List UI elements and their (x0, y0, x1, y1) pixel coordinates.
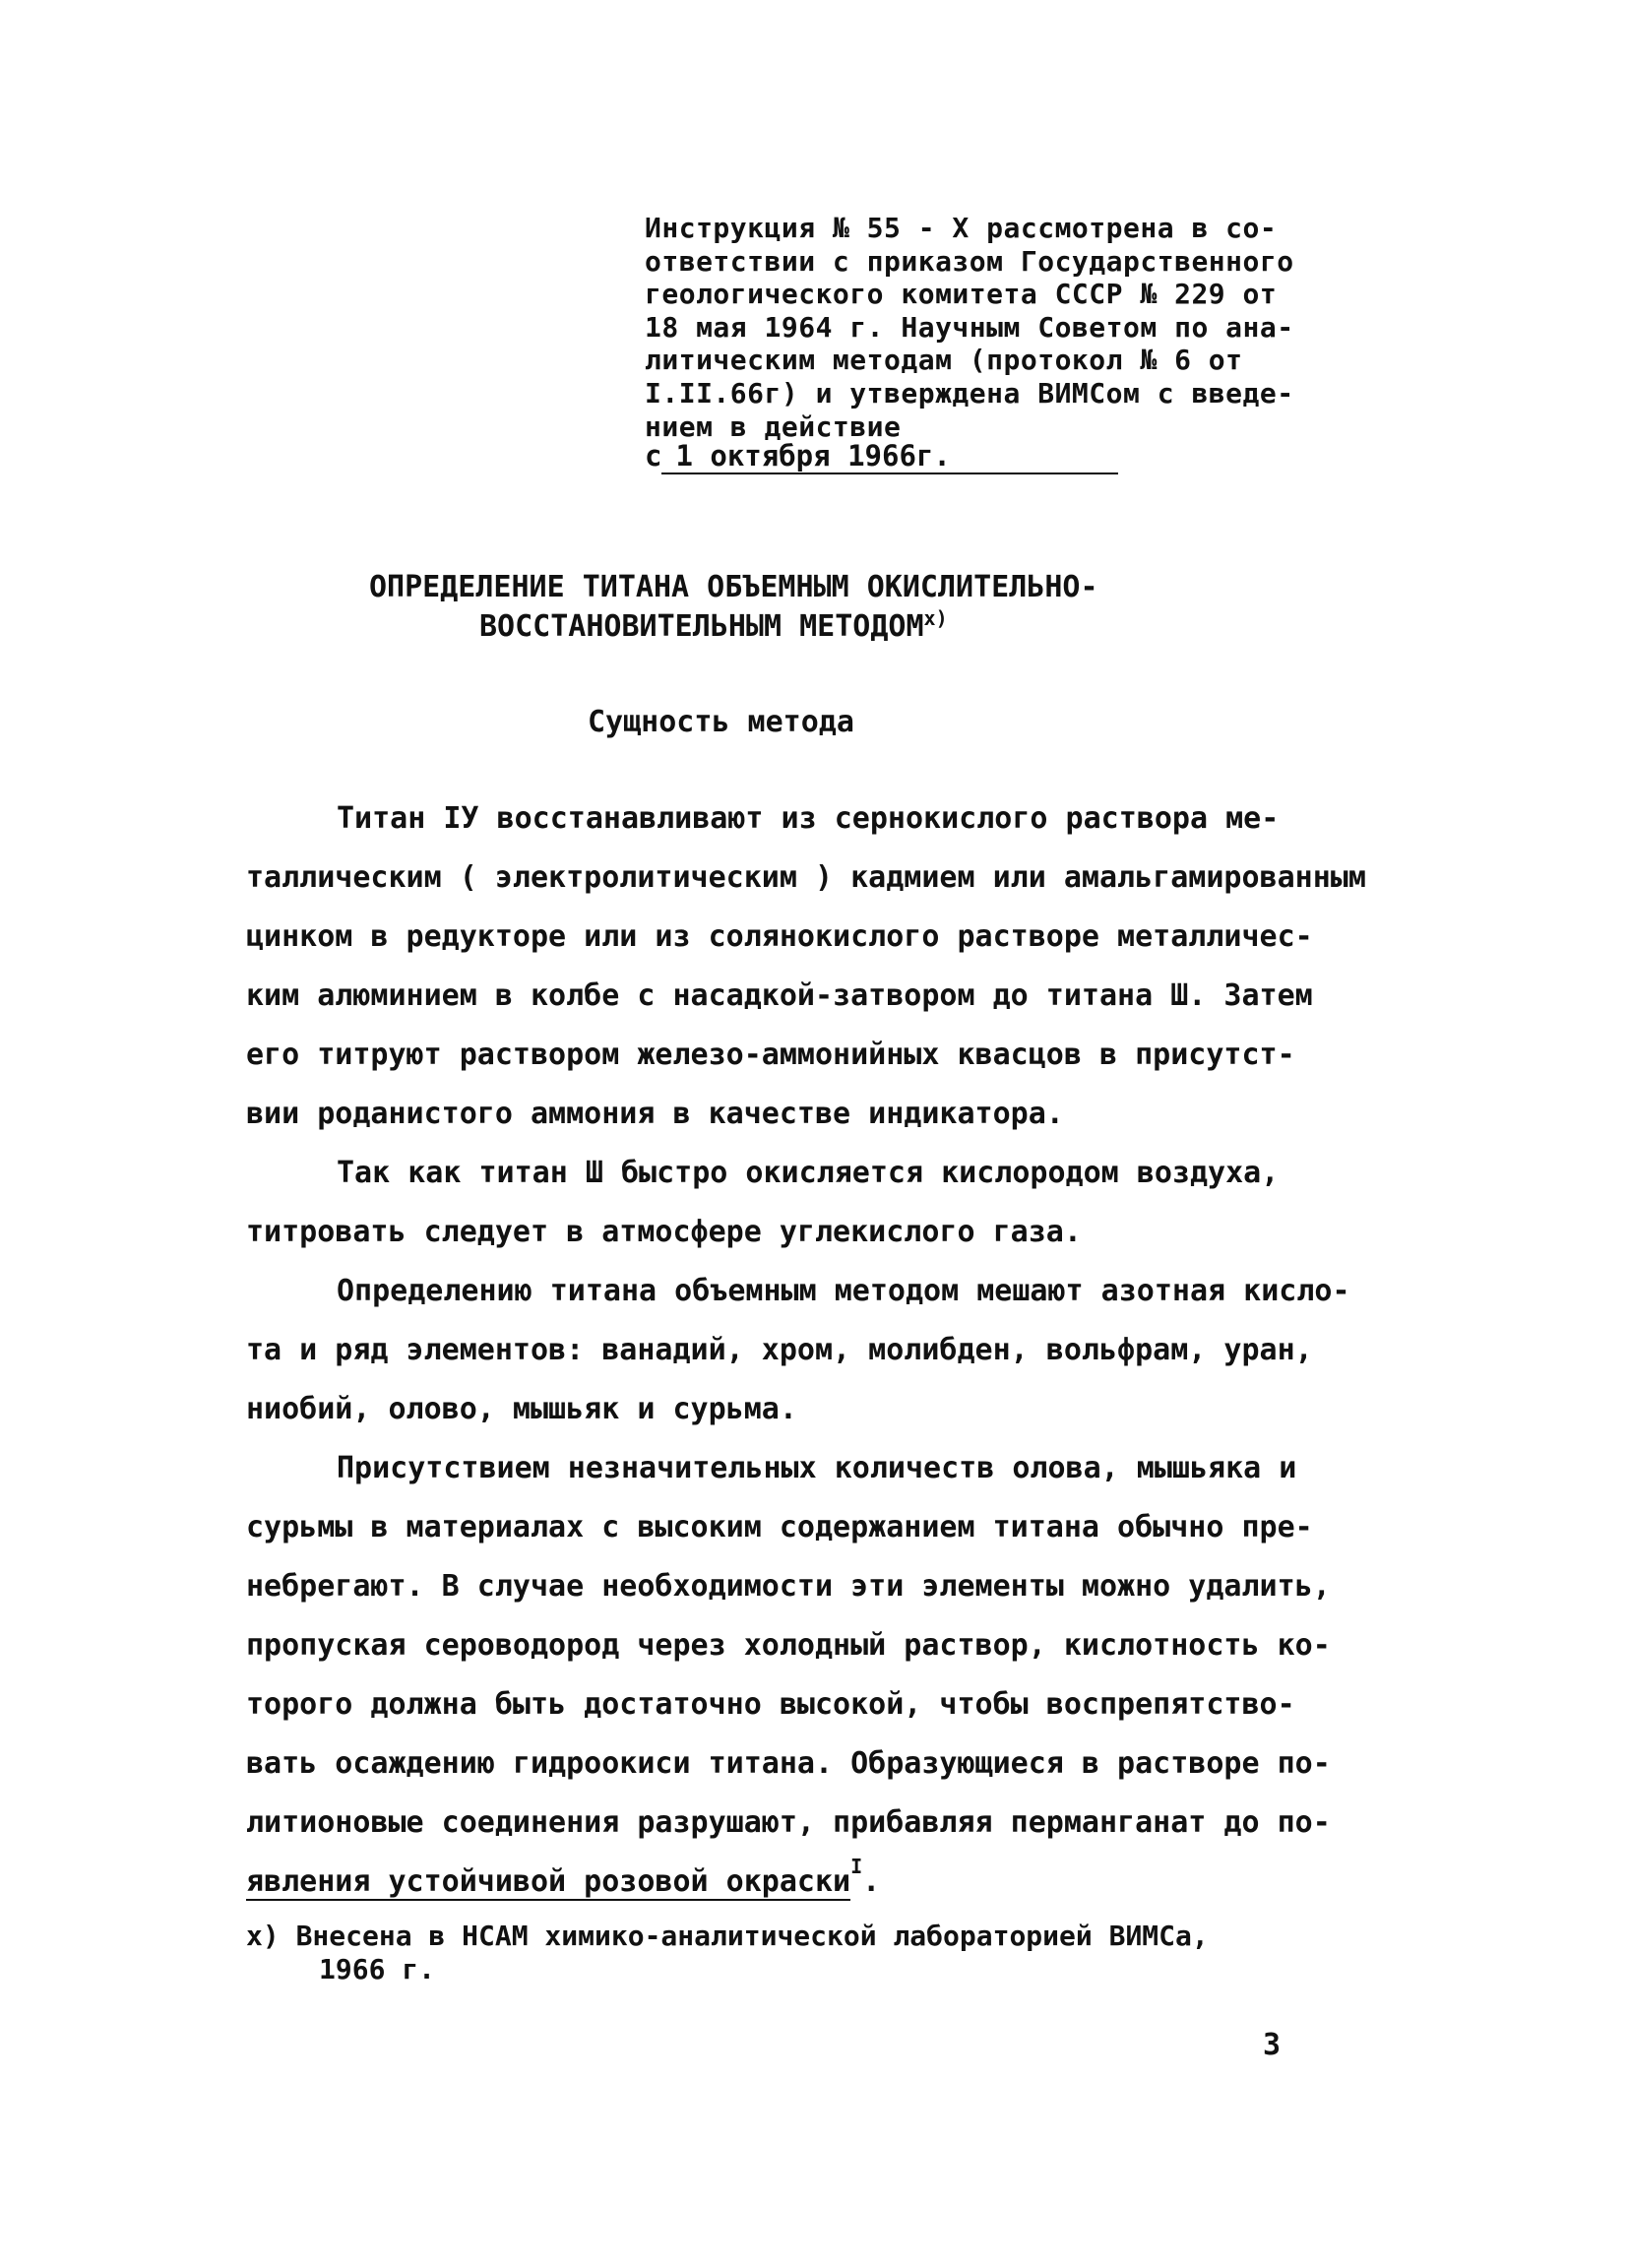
paragraph-4-line: литионовые соединения разрушают, прибавляя перманганат до по- (246, 1805, 1331, 1840)
approval-line-6: I.II.66г) и утверждена ВИМСом с введе- (645, 376, 1294, 410)
footnote-line-1: х) Внесена в НСАМ химико-аналитической лабораторией ВИМСа, (246, 1920, 1209, 1952)
paragraph-1-line: вии роданистого аммония в качестве индикатора. (246, 1097, 1064, 1131)
approval-line-4: 18 мая 1964 г. Научным Советом по ана- (645, 310, 1294, 344)
paragraph-4-line: вать осаждению гидроокиси титана. Образующиеся в растворе по- (246, 1746, 1331, 1781)
paragraph-4-last-line (246, 1853, 1388, 1912)
paragraph-4-end: . (862, 1864, 881, 1899)
paragraph-1-line: таллическим ( электролитическим ) кадмием или амальгамированным (246, 860, 1366, 895)
approval-note (645, 212, 1353, 443)
paragraph-4-line: пропуская сероводород через холодный раствор, кислотность ко- (246, 1628, 1331, 1663)
approval-line-2: ответствии с приказом Государственного (645, 244, 1294, 278)
section-title: Сущность метода (588, 705, 854, 739)
paragraph-1-line: цинком в редукторе или из солянокислого растворе металличес- (246, 919, 1313, 954)
paragraph-3-line: ниобий, олово, мышьяк и сурьма. (246, 1392, 797, 1426)
paragraph-2-line: титровать следует в атмосфере углекислого газа. (246, 1215, 1082, 1249)
title-line-2: ВОССТАНОВИТЕЛЬНЫМ МЕТОДОМ (479, 608, 924, 644)
paragraph-1-line: его титруют раствором железо-аммонийных квасцов в присутст- (246, 1038, 1295, 1072)
paragraph-4-last-text: явления устойчивой розовой окраски (246, 1864, 851, 1899)
paragraph-4-line: торого должна быть достаточно высокой, чтобы воспрепятство- (246, 1687, 1295, 1722)
approval-line-7: нием в действие (645, 410, 902, 443)
document-title (369, 569, 1255, 645)
paragraph-2-line: Так как титан Ш быстро окисляется кислородом воздуха, (337, 1156, 1280, 1190)
footnote-line-2: 1966 г. (319, 1953, 436, 1985)
effective-date (645, 439, 1118, 474)
title-line-2-wrap (369, 606, 1255, 646)
title-line-1: ОПРЕДЕЛЕНИЕ ТИТАНА ОБЪЕМНЫМ ОКИСЛИТЕЛЬНО- (369, 570, 1098, 604)
paragraph-3-line: та и ряд элементов: ванадий, хром, молибден, вольфрам, уран, (246, 1333, 1313, 1367)
paragraph-1-line: Титан IУ восстанавливают из сернокислого раствора ме- (337, 801, 1280, 836)
paragraph-1-line: ким алюминием в колбе с насадкой-затвором до титана Ш. Затем (246, 978, 1313, 1013)
effective-date-prefix: с (645, 439, 662, 472)
title-footnote-mark: х) (923, 605, 948, 630)
body-text (246, 789, 1388, 1912)
approval-line-1: Инструкция № 55 - Х рассмотрена в со- (645, 212, 1278, 244)
paragraph-3-line: Определению титана объемным методом мешают азотная кисло- (337, 1274, 1350, 1308)
effective-date-value: 1 октября 1966г. (661, 439, 1117, 474)
page-number: 3 (1263, 2028, 1282, 2062)
reference-mark: I (850, 1855, 863, 1878)
paragraph-4-line: сурьмы в материалах с высоким содержанием титана обычно пре- (246, 1510, 1313, 1544)
paragraph-4-line: Присутствием незначительных количеств олова, мышьяка и (337, 1451, 1297, 1485)
footnote (246, 1920, 1388, 1986)
paragraph-4-line: небрегают. В случае необходимости эти элементы можно удалить, (246, 1569, 1331, 1604)
approval-line-3: геологического комитета СССР № 229 от (645, 278, 1278, 311)
approval-line-5: литическим методам (протокол № 6 от (645, 344, 1243, 377)
